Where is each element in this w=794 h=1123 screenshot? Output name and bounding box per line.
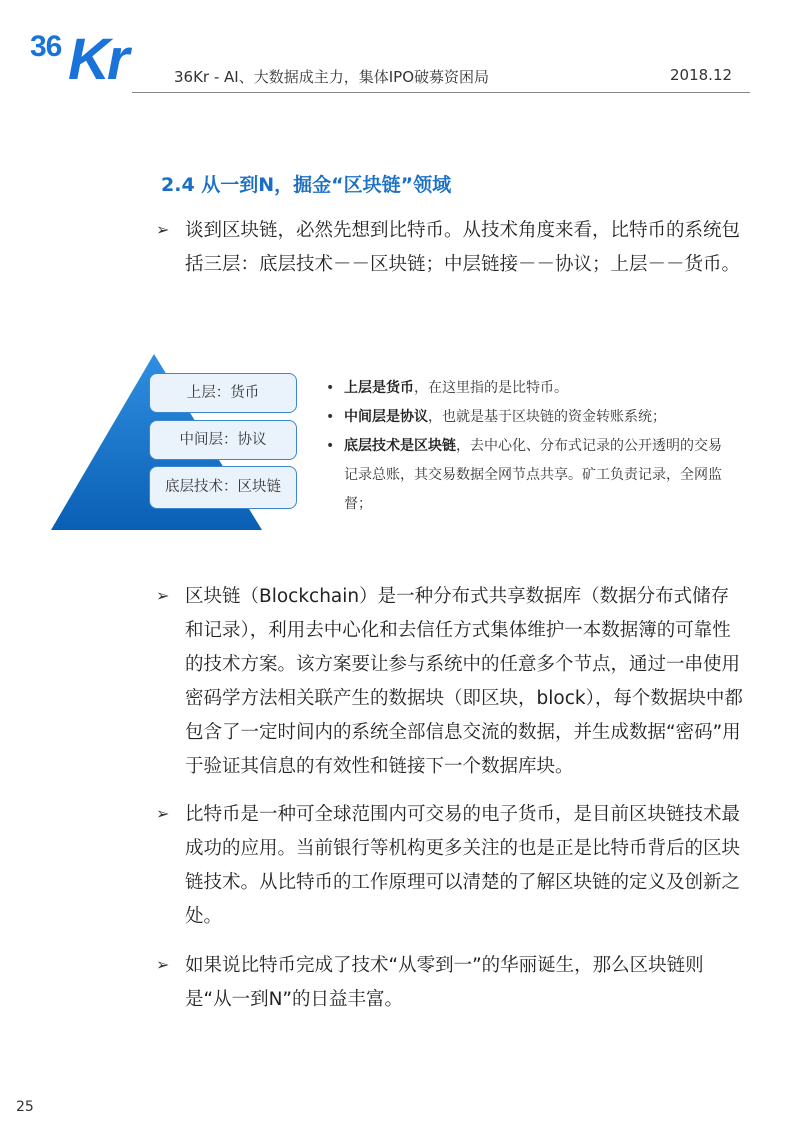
header-divider — [132, 92, 750, 93]
paragraph-text: 区块链（Blockchain）是一种分布式共享数据库（数据分布式储存和记录），利用去中心化和去信任方式集体维护一本数据簿的可靠性的技术方案。该方案要让参与系统中的任意多个节点，通过一串使用密码学方法相关联产生的数据块（即区块，block），每个数据块中都包含了一定时间内的系统全部信息交流的数据，并生成数据“密码”用于验证其信息的有效性和链接下一个数据库块。 — [185, 586, 743, 777]
note-bold: 底层技术是区块链 — [344, 438, 456, 454]
note-text: ，也就是基于区块链的资金转账系统； — [428, 409, 666, 425]
paragraph-1 — [156, 214, 746, 282]
paragraph-4 — [156, 949, 746, 1017]
layer-middle-box: 中间层：协议 — [149, 420, 297, 460]
note-item — [326, 374, 726, 403]
arrow-bullet-icon: ➢ — [156, 955, 170, 974]
note-bold: 上层是货币 — [344, 380, 414, 396]
layer-notes — [326, 374, 726, 519]
note-item — [326, 403, 726, 432]
paragraph-text: 如果说比特币完成了技术“从零到一”的华丽诞生，那么区块链则是“从一到N”的日益丰富。 — [185, 955, 704, 1010]
paragraph-2 — [156, 580, 746, 784]
layer-bottom-box: 底层技术：区块链 — [149, 466, 297, 509]
page-number: 25 — [16, 1099, 34, 1115]
logo-number: 36 — [30, 30, 62, 63]
bullet-dot-icon: • — [326, 409, 335, 425]
bullet-dot-icon: • — [326, 438, 335, 454]
header-date: 2018.12 — [670, 66, 733, 84]
logo-letters: Kr — [68, 27, 127, 92]
header-title: 36Kr - AI、大数据成主力，集体IPO破募资困局 — [174, 68, 490, 86]
section-heading: 2.4 从一到N，掘金“区块链”领域 — [161, 174, 452, 196]
arrow-bullet-icon: ➢ — [156, 804, 170, 823]
logo-36kr — [30, 28, 140, 90]
pyramid-diagram — [48, 352, 281, 538]
paragraph-3 — [156, 798, 746, 934]
note-text: ，在这里指的是比特币。 — [414, 380, 568, 396]
note-text: ，去中心化、分布式记录的公开透明的交易记录总账，其交易数据全网节点共享。矿工负责记录，全网监督； — [344, 438, 722, 512]
arrow-bullet-icon: ➢ — [156, 220, 170, 239]
note-bold: 中间层是协议 — [344, 409, 428, 425]
bullet-dot-icon: • — [326, 380, 335, 396]
arrow-bullet-icon: ➢ — [156, 586, 170, 605]
paragraph-text: 谈到区块链，必然先想到比特币。从技术角度来看，比特币的系统包括三层：底层技术－－区块链；中层链接－－协议；上层－－货币。 — [185, 220, 741, 275]
layer-top-box: 上层：货币 — [149, 373, 297, 413]
paragraph-text: 比特币是一种可全球范围内可交易的电子货币，是目前区块链技术最成功的应用。当前银行等机构更多关注的也是正是比特币背后的区块链技术。从比特币的工作原理可以清楚的了解区块链的定义及创新之处。 — [185, 804, 741, 927]
note-item — [326, 432, 726, 519]
